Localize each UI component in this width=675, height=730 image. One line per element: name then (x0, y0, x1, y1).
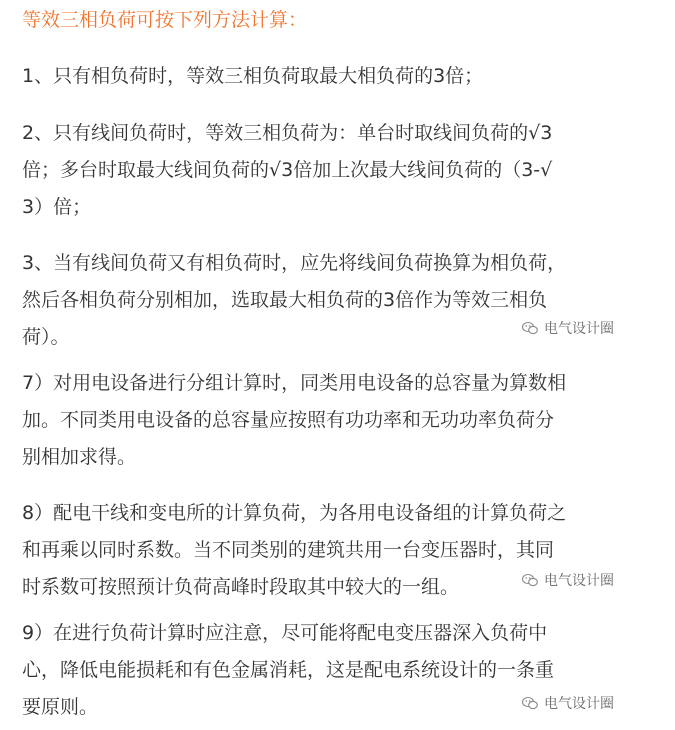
paragraph-line: 要原则。 (22, 696, 99, 718)
paragraph-7 (22, 365, 652, 476)
paragraph-line: 然后各相负荷分别相加，选取最大相负荷的3倍作为等效三相负 (22, 289, 548, 311)
paragraph-line: 3）倍； (22, 196, 92, 218)
paragraph-3 (22, 245, 652, 356)
watermark-text: 电气设计圈 (544, 696, 614, 712)
wechat-icon (522, 696, 538, 710)
paragraph-line: 荷）。 (22, 326, 70, 348)
watermark (520, 318, 616, 338)
paragraph-line: 心，降低电能损耗和有色金属消耗，这是配电系统设计的一条重 (22, 659, 555, 681)
section-heading: 等效三相负荷可按下列方法计算： (22, 9, 308, 31)
paragraph-line: 别相加求得。 (22, 446, 137, 468)
watermark-text: 电气设计圈 (544, 321, 614, 337)
paragraph-line: 9）在进行负荷计算时应注意，尽可能将配电变压器深入负荷中 (22, 622, 548, 644)
watermark (520, 693, 616, 713)
watermark-text: 电气设计圈 (544, 573, 614, 589)
paragraph-line: 加。不同类用电设备的总容量应按照有功功率和无功功率负荷分 (22, 409, 555, 431)
paragraph-2 (22, 115, 652, 226)
wechat-icon (522, 573, 538, 587)
paragraph-line: 3、当有线间负荷又有相负荷时，应先将线间负荷换算为相负荷， (22, 252, 567, 274)
watermark (520, 570, 616, 590)
paragraph-line: 和再乘以同时系数。当不同类别的建筑共用一台变压器时，其同 (22, 539, 555, 561)
paragraph-line: 7）对用电设备进行分组计算时，同类用电设备的总容量为算数相 (22, 372, 567, 394)
paragraph-line: 时系数可按照预计负荷高峰时段取其中较大的一组。 (22, 576, 460, 598)
paragraph-1 (22, 58, 652, 95)
wechat-icon (522, 321, 538, 335)
paragraph-line: 1、只有相负荷时，等效三相负荷取最大相负荷的3倍； (22, 65, 484, 87)
paragraph-line: 8）配电干线和变电所的计算负荷，为各用电设备组的计算负荷之 (22, 502, 567, 524)
paragraph-line: 2、只有线间负荷时，等效三相负荷为：单台时取线间负荷的√3 (22, 122, 553, 144)
paragraph-line: 倍；多台时取最大线间负荷的√3倍加上次最大线间负荷的（3-√ (22, 159, 553, 181)
